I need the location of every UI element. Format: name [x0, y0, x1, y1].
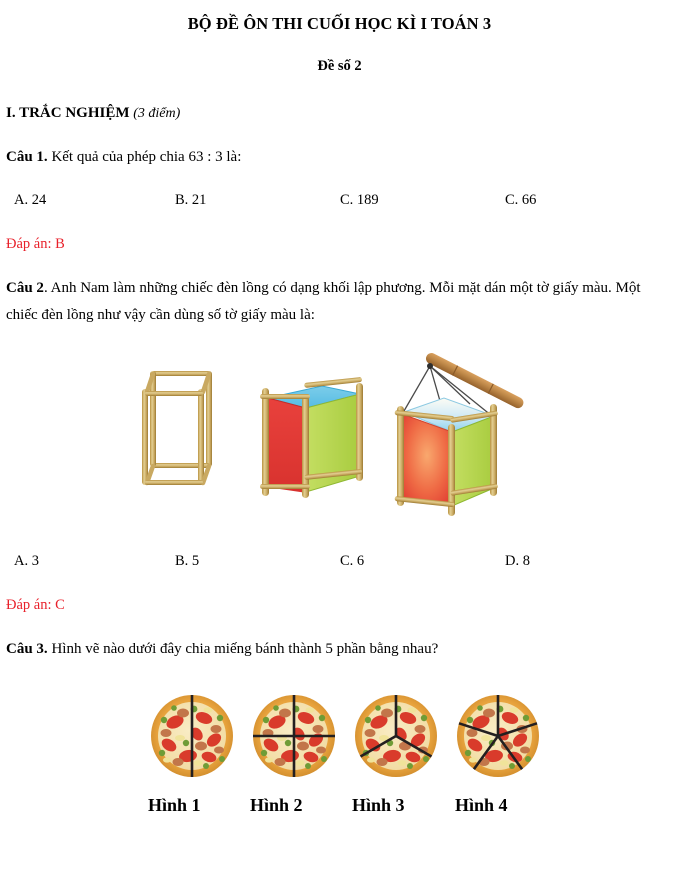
- pizza-caption-1: Hình 1: [148, 795, 201, 815]
- question-2-option-c[interactable]: C. 6: [340, 552, 365, 569]
- question-3: [6, 636, 666, 662]
- question-1-option-d[interactable]: C. 66: [505, 192, 537, 209]
- pizza-figure-3: [355, 695, 437, 777]
- pizza-caption-3: Hình 3: [352, 795, 405, 815]
- question-1-answer: Đáp án: B: [6, 236, 65, 253]
- question-1: [6, 144, 666, 170]
- question-3-text: Hình vẽ nào dưới đây chia miếng bánh thành 5 phần bằng nhau?: [47, 640, 439, 657]
- question-1-label: Câu 1.: [6, 149, 48, 165]
- question-2-answer: Đáp án: C: [6, 596, 65, 613]
- pizza-captions: [0, 795, 679, 829]
- exam-page: [0, 14, 679, 887]
- exam-subtitle: Đề số 2: [317, 58, 362, 74]
- section-label: I. TRẮC NGHIỆM: [6, 105, 130, 121]
- lantern-illustration: [0, 336, 679, 531]
- question-1-options: [0, 192, 679, 218]
- question-1-option-c[interactable]: C. 189: [340, 192, 379, 209]
- question-2: [6, 275, 666, 328]
- pizza-caption-2: Hình 2: [250, 795, 303, 815]
- page-title: BỘ ĐỀ ÔN THI CUỐI HỌC KÌ I TOÁN 3: [187, 14, 492, 33]
- lantern-frame-cube: [142, 371, 212, 485]
- question-2-options: [0, 553, 679, 579]
- lantern-hanging-on-pole: [394, 351, 525, 516]
- pizza-caption-4: Hình 4: [455, 795, 508, 815]
- section-score: (3 điểm): [133, 106, 181, 121]
- section-heading: [6, 105, 679, 122]
- pizza-figure-2: [253, 695, 335, 777]
- question-3-label: Câu 3.: [6, 640, 48, 657]
- question-1-option-a[interactable]: A. 24: [14, 192, 47, 209]
- pizza-figure-1: [151, 695, 233, 777]
- question-2-label: Câu 2: [6, 280, 44, 297]
- pizza-illustration: [0, 684, 679, 789]
- question-1-option-b[interactable]: B. 21: [175, 192, 207, 209]
- question-2-option-b[interactable]: B. 5: [175, 552, 200, 569]
- question-2-option-d[interactable]: D. 8: [505, 552, 530, 569]
- pizza-figure-4: [457, 695, 539, 777]
- question-2-text: . Anh Nam làm những chiếc đèn lồng có dạng khối lập phương. Mỗi mặt dán một tờ giấy màu. Một chiếc đèn lồng như vậy cần dùng số tờ giấy màu là:: [6, 280, 641, 323]
- lantern-papered-cube: [260, 377, 363, 498]
- question-2-option-a[interactable]: A. 3: [14, 552, 39, 569]
- question-1-text: Kết quả của phép chia 63 : 3 là:: [47, 149, 242, 165]
